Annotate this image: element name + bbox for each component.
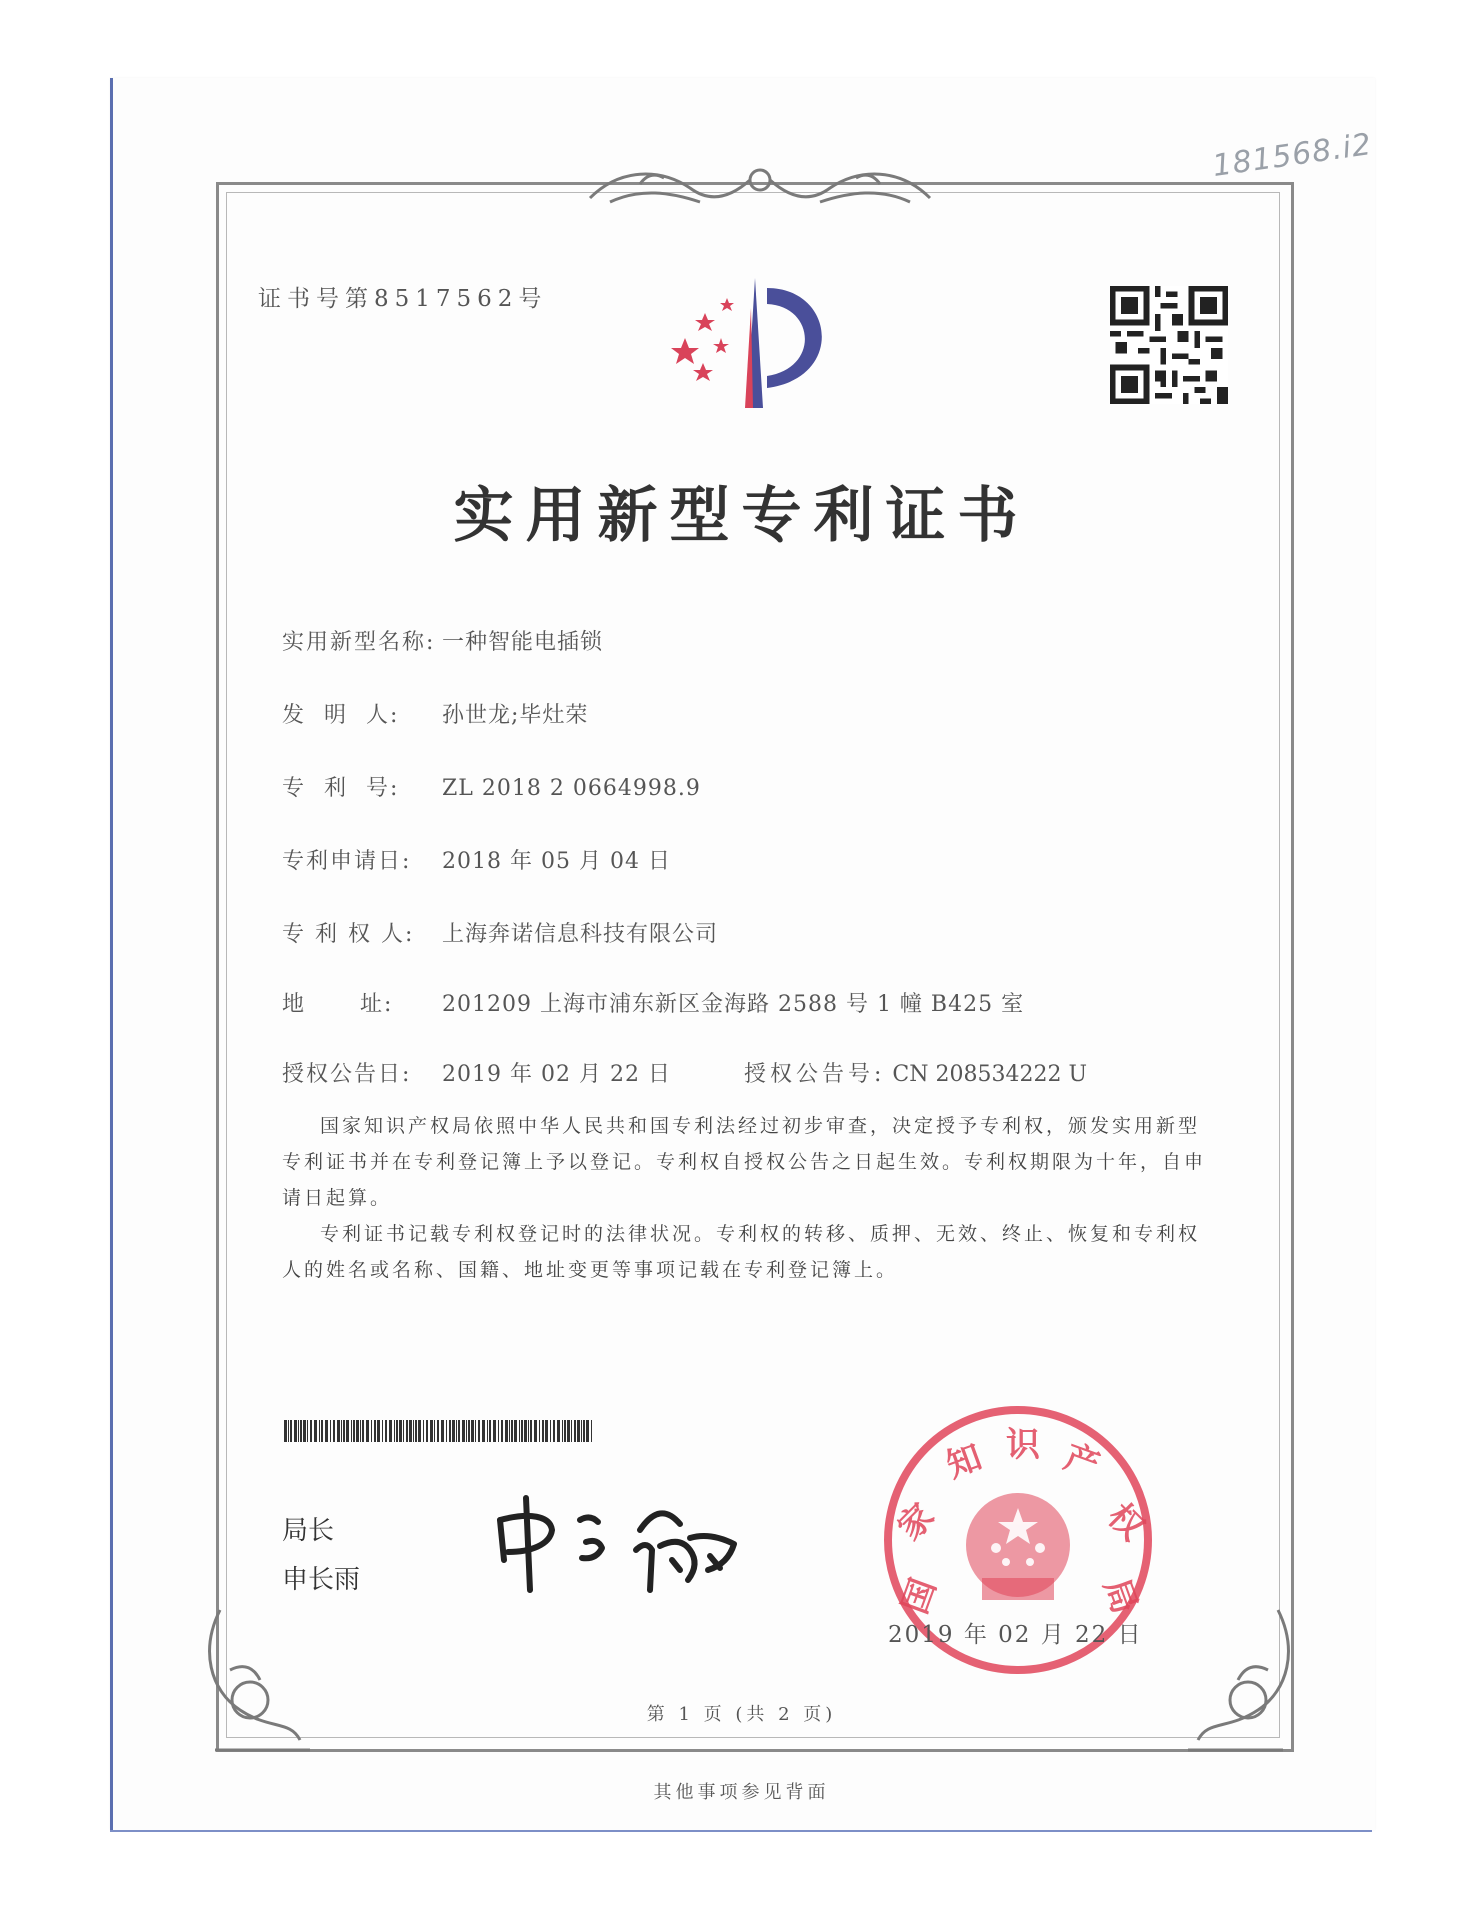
field-application-date [282,844,671,875]
svg-text:国: 国 [895,1573,945,1620]
qr-code-icon [1110,286,1228,404]
footer-note: 其他事项参见背面 [653,1782,830,1803]
field-patentee [282,917,718,948]
svg-text:产: 产 [1058,1437,1105,1487]
field-value: 一种智能电插锁 [442,630,604,655]
director-title: 局长 [282,1516,335,1546]
field-label: 专 利 号: [282,776,400,801]
field-value: 2019 年 02 月 22 日 [442,1062,671,1087]
field-value: ZL 2018 2 0664998.9 [442,776,701,801]
field-label: 实用新型名称: [282,630,436,655]
director-block [282,1510,360,1608]
top-ornament [580,158,940,218]
field-label: 地 址: [282,992,394,1017]
svg-text:知: 知 [941,1437,988,1487]
statement-paragraph-2: 专利证书记载专利权登记时的法律状况。专利权的转移、质押、无效、终止、恢复和专利权人的姓名或名称、国籍、地址变更等事项记载在专利登记簿上。 [282,1223,1201,1281]
field-value: CN 208534222 U [892,1062,1088,1087]
field-announcement-number [744,1057,1087,1088]
field-label: 发 明 人: [282,703,400,728]
field-label: 专 利 权 人: [282,922,415,947]
seal-date: 2019 年 02 月 22 日 [888,1622,1143,1648]
field-inventor [282,698,588,729]
field-value: 上海奔诺信息科技有限公司 [442,922,719,947]
field-label: 授权公告号: [744,1062,886,1087]
field-value: 201209 上海市浦东新区金海路 2588 号 1 幢 B425 室 [442,992,1025,1017]
barcode-icon [284,1420,594,1442]
svg-text:局: 局 [1095,1573,1145,1620]
certificate-title: 实用新型专利证书 [453,481,1030,551]
statement-paragraph-1: 国家知识产权局依照中华人民共和国专利法经过初步审查，决定授予专利权，颁发实用新型专利证书并在专利登记簿上予以登记。专利权自授权公告之日起生效。专利权期限为十年，自申请日起算。 [282,1115,1207,1209]
svg-text:家: 家 [890,1496,943,1549]
page-number: 第 1 页 (共 2 页) [646,1704,837,1725]
certificate-number: 证书号第8517562号 [258,286,548,312]
cnipa-emblem-icon [655,268,855,418]
field-patent-number [282,771,701,802]
bottom-left-ornament [200,1600,320,1760]
field-address [282,987,1024,1018]
field-announcement-date [282,1057,671,1088]
field-label: 专利申请日: [282,849,412,874]
paper-edge [110,1830,1372,1832]
field-value: 孙世龙;毕灶荣 [442,703,589,728]
svg-text:识: 识 [1006,1425,1040,1465]
bottom-right-ornament [1178,1600,1298,1760]
field-utility-model-name [282,625,603,656]
svg-text:权: 权 [1099,1496,1152,1549]
director-signature [490,1490,750,1600]
field-value: 2018 年 05 月 04 日 [442,849,671,874]
director-name: 申长雨 [282,1565,361,1595]
field-label: 授权公告日: [282,1062,412,1087]
handwritten-note: 181568.i2 [1210,127,1375,184]
